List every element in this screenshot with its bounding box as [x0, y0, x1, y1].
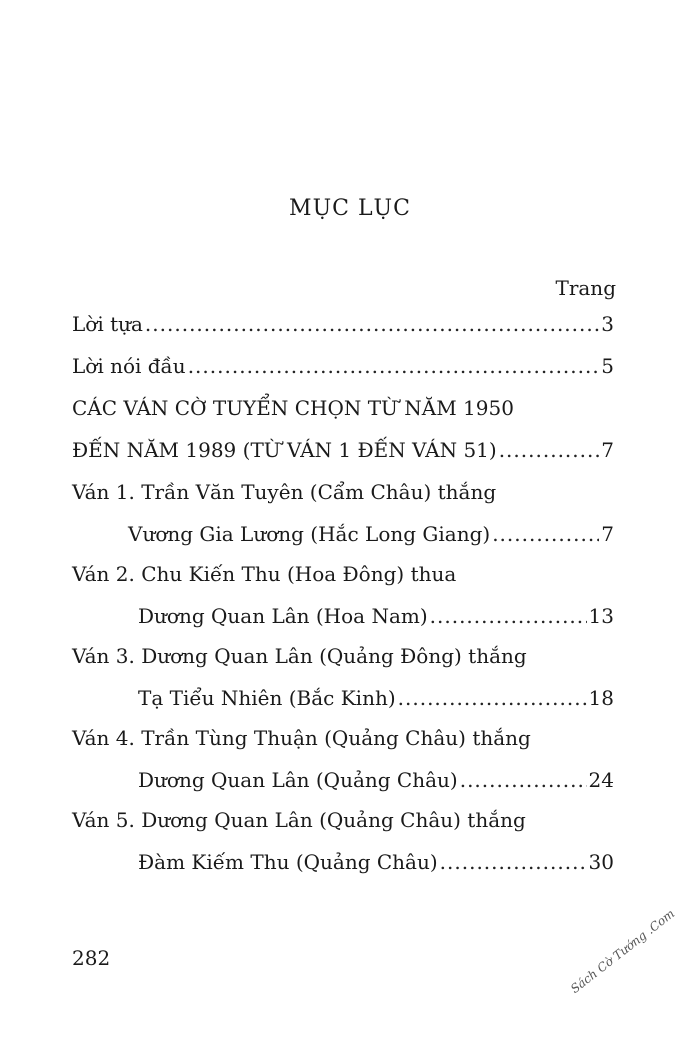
toc-entry[interactable]: [72, 644, 614, 686]
toc-entry[interactable]: [72, 562, 614, 604]
table-of-contents: [72, 312, 614, 890]
toc-entry-title: Ván 4. Trần Tùng Thuận (Quảng Châu) thắng: [72, 726, 531, 750]
toc-entry-continuation[interactable]: [72, 604, 614, 644]
toc-entry-title-line2: Dương Quan Lân (Hoa Nam): [138, 604, 428, 628]
toc-entry-page: 7: [601, 522, 614, 546]
dot-leader: [398, 686, 587, 710]
toc-entry[interactable]: [72, 480, 614, 522]
toc-entry[interactable]: [72, 726, 614, 768]
dot-leader: [440, 850, 587, 874]
toc-entry-page: 24: [588, 768, 614, 792]
toc-entry-title: Ván 3. Dương Quan Lân (Quảng Đông) thắng: [72, 644, 527, 668]
dot-leader: [499, 438, 600, 462]
toc-entry[interactable]: [72, 808, 614, 850]
toc-title: MỤC LỤC: [289, 196, 411, 221]
toc-section-heading-line2: ĐẾN NĂM 1989 (TỪ VÁN 1 ĐẾN VÁN 51): [72, 438, 497, 462]
toc-entry-title-line2: Vương Gia Lương (Hắc Long Giang): [128, 522, 491, 546]
toc-entry-continuation[interactable]: [72, 522, 614, 562]
dot-leader: [430, 604, 587, 628]
toc-entry-page: 30: [588, 850, 614, 874]
toc-entry-page: 18: [588, 686, 614, 710]
toc-section-heading: CÁC VÁN CỜ TUYỂN CHỌN TỪ NĂM 1950: [72, 396, 514, 420]
toc-entry-title: Lời nói đầu: [72, 354, 186, 378]
dot-leader: [460, 768, 587, 792]
toc-entry-title-line2: Dương Quan Lân (Quảng Châu): [138, 768, 458, 792]
toc-entry-continuation[interactable]: [72, 438, 614, 480]
toc-entry[interactable]: [72, 354, 614, 396]
toc-entry-title: Ván 1. Trần Văn Tuyên (Cẩm Châu) thắng: [72, 480, 497, 504]
toc-entry[interactable]: [72, 396, 614, 438]
toc-entry-title: Lời tựa: [72, 312, 143, 336]
toc-entry[interactable]: [72, 312, 614, 354]
toc-entry-continuation[interactable]: [72, 686, 614, 726]
toc-entry-title: Ván 2. Chu Kiến Thu (Hoa Đông) thua: [72, 562, 457, 586]
toc-entry-continuation[interactable]: [72, 768, 614, 808]
toc-entry-page: 5: [601, 354, 614, 378]
toc-entry-title-line2: Đàm Kiếm Thu (Quảng Châu): [138, 850, 438, 874]
toc-entry-page: 13: [588, 604, 614, 628]
page-column-label: Trang: [555, 276, 616, 300]
page-number: 282: [72, 946, 111, 970]
toc-entry-title-line2: Tạ Tiểu Nhiên (Bắc Kinh): [138, 686, 396, 710]
toc-entry-continuation[interactable]: [72, 850, 614, 890]
toc-entry-title: Ván 5. Dương Quan Lân (Quảng Châu) thắng: [72, 808, 526, 832]
watermark: Sách Cờ Tướng .Com: [568, 906, 678, 997]
dot-leader: [492, 522, 599, 546]
toc-entry-page: 3: [601, 312, 614, 336]
toc-entry-page: 7: [601, 438, 614, 462]
dot-leader: [188, 354, 600, 378]
dot-leader: [145, 312, 599, 336]
